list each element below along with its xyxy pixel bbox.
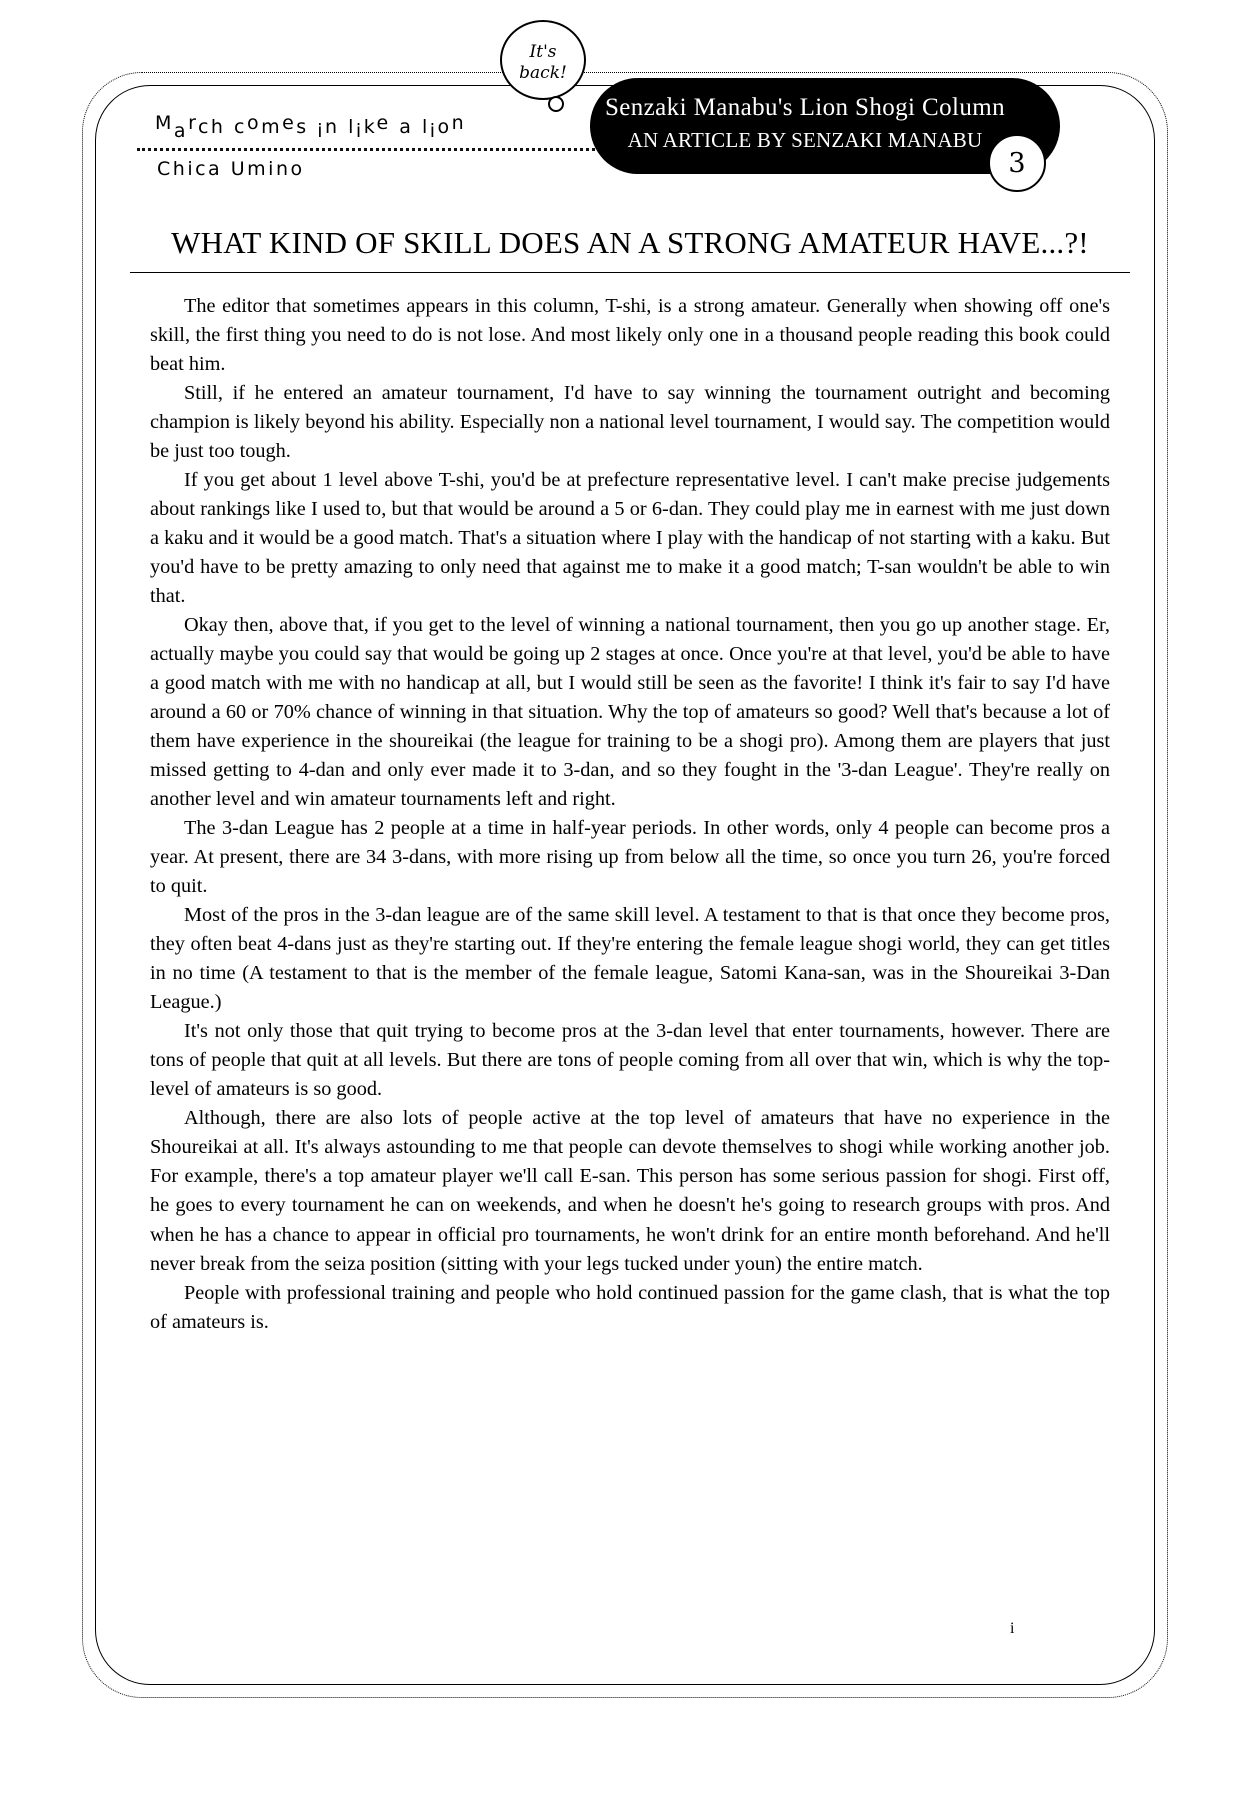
paragraph: People with professional training and people who hold continued passion for the game clash, that is what the top of amateurs is.: [150, 1281, 1110, 1333]
bubble-line-2: back!: [519, 63, 567, 84]
header-divider: [137, 148, 607, 151]
bubble-line-1: It's: [529, 42, 557, 62]
paragraph: The editor that sometimes appears in this column, T-shi, is a strong amateur. Generally when showing off one's skill, the first thing you need to do is not lose. And most likely only one in a thousand people reading this book could beat him.: [150, 295, 1110, 376]
paragraph: If you get about 1 level above T-shi, you'd be at prefecture representative level. I can't make precise judgements about rankings like I used to, but that would be around a 5 or 6-dan. They could play me in earnest with me just down a kaku and it would be a good match. That's a situation where I play with the handicap of not starting with a kaku. But you'd have to be pretty amazing to only need that against me to make it a good match; T-san wouldn't be able to win that.: [150, 469, 1110, 608]
footer-mark: i: [1010, 1620, 1015, 1637]
bubble-tail: [548, 96, 564, 112]
paragraph: Still, if he entered an amateur tournament, I'd have to say winning the tournament outright and becoming champion is likely beyond his ability. Especially non a national level tournament, I would say. The competition would be just too tough.: [150, 382, 1110, 463]
paragraph: The 3-dan League has 2 people at a time in half-year periods. In other words, only 4 people can become pros a year. At present, there are 34 3-dans, with more rising up from below all the time, so once you turn 26, you're forced to quit.: [150, 817, 1110, 898]
paragraph: Although, there are also lots of people active at the top level of amateurs that have no experience in the Shoureikai at all. It's always astounding to me that people can devote themselves to shogi while working another job. For example, there's a top amateur player we'll call E-san. This person has some serious passion for shogi. First off, he goes to every tournament he can on weekends, and when he doesn't he's going to research groups with pros. And when he has a chance to appear in official pro tournaments, he won't drink for an entire month beforehand. And he'll never break from the seiza position (sitting with your legs tucked under youn) the entire match.: [150, 1107, 1110, 1275]
its-back-bubble: [500, 20, 586, 100]
title-rule: [130, 272, 1130, 273]
page-number-badge: 3: [988, 134, 1046, 192]
article-body: [150, 292, 1110, 1337]
series-title: March comes in like a lion: [155, 112, 467, 142]
paragraph: Okay then, above that, if you get to the level of winning a national tournament, then you go up another stage. Er, actually maybe you could say that would be going up 2 stages at once. Once you're at that level, you'd be able to have a good match with me with no handicap at all, but I would still be seen as the favorite! I think it's fair to say I'd have around a 60 or 70% chance of winning in that situation. Why the top of amateurs so good? Well that's because a lot of them have experience in the shoureikai (the league for training to be a shogi pro). Among them are players that just missed getting to 4-dan and only ever made it to 3-dan, and so they fought in the '3-dan League'. They're really on another level and win amateur tournaments left and right.: [150, 614, 1110, 811]
banner-title: Senzaki Manabu's Lion Shogi Column: [604, 94, 1006, 121]
paragraph: Most of the pros in the 3-dan league are of the same skill level. A testament to that is that once they become pros, they often beat 4-dans just as they're starting out. If they're entering the female league shogi world, they can get titles in no time (A testament to that is the member of the female league, Satomi Kana-san, was in the Shoureikai 3-Dan League.): [150, 904, 1110, 1014]
author-name: Chica Umino: [157, 158, 305, 180]
paragraph: It's not only those that quit trying to become pros at the 3-dan level that enter tournaments, however. There are tons of people that quit at all levels. But there are tons of people coming from all over that win, which is why the top-level of amateurs is so good.: [150, 1020, 1110, 1101]
article-title: WHAT KIND OF SKILL DOES AN A STRONG AMATEUR HAVE...?!: [171, 225, 1089, 260]
banner-subtitle: AN ARTICLE BY SENZAKI MANABU: [627, 128, 983, 152]
